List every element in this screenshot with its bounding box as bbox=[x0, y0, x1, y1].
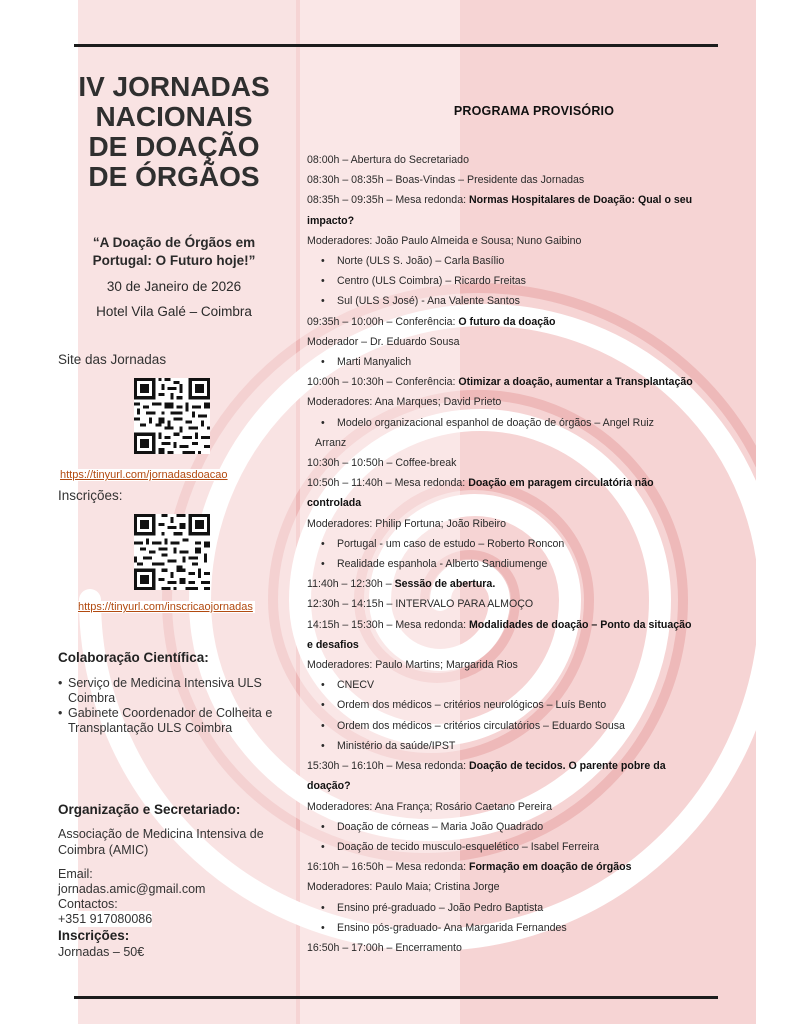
programme-text: Marti Manyalich bbox=[337, 356, 412, 369]
programme-text: Moderadores: Philip Fortuna; João Ribeiro bbox=[307, 517, 507, 530]
programme-row bbox=[307, 392, 731, 412]
programme-row bbox=[307, 473, 731, 493]
programme-bold-text: controlada bbox=[307, 497, 362, 510]
registrations-heading: Inscrições: bbox=[58, 928, 130, 943]
programme-text: Portugal - um caso de estudo – Roberto Roncon bbox=[337, 537, 565, 550]
programme-text: 10:50h – 11:40h – Mesa redonda: bbox=[307, 477, 469, 490]
programme-bullet-item bbox=[307, 251, 731, 271]
programme-bold-text: Modalidades de doação – Ponto da situação bbox=[468, 618, 692, 631]
programme-text: Modelo organizacional espanhol de doação de órgãos – Angel Ruiz bbox=[337, 416, 654, 429]
programme-bold-text: Doação de tecidos. O parente pobre da bbox=[468, 760, 666, 773]
programme-row bbox=[307, 574, 731, 594]
programme-row bbox=[307, 231, 731, 251]
programme-bullet-item bbox=[307, 534, 731, 554]
event-title bbox=[58, 72, 290, 192]
programme-row bbox=[307, 857, 731, 877]
subtitle-line: Portugal: O Futuro hoje!” bbox=[92, 253, 256, 268]
programme-bullet-item bbox=[307, 817, 731, 837]
programme-bold-text: Doação em paragem circulatória não bbox=[468, 477, 654, 490]
qr-code-site[interactable] bbox=[134, 378, 210, 454]
programme-row bbox=[307, 877, 731, 897]
programme-text: Arranz bbox=[315, 436, 347, 449]
programme-row bbox=[307, 190, 731, 210]
top-rule bbox=[74, 44, 718, 47]
programme-text: Ensino pré-graduado – João Pedro Baptista bbox=[337, 901, 544, 914]
programme-text: Realidade espanhola - Alberto Sandiumenge bbox=[337, 558, 548, 571]
list-item: • Serviço de Medicina Intensiva ULS Coimbra bbox=[58, 676, 294, 706]
programme-row bbox=[307, 655, 731, 675]
registrations-fee: Jornadas – 50€ bbox=[58, 945, 145, 959]
programme-text: 12:30h – 14:15h – INTERVALO PARA ALMOÇO bbox=[307, 598, 534, 611]
programme-bullet-item bbox=[307, 352, 731, 372]
title-line: NACIONAIS bbox=[95, 101, 253, 132]
programme-text: 11:40h – 12:30h – bbox=[307, 578, 395, 591]
programme-row bbox=[307, 453, 731, 473]
programme-text: 16:10h – 16:50h – Mesa redonda: bbox=[307, 861, 469, 874]
programme-text: Moderadores: João Paulo Almeida e Sousa; Nuno Gaibino bbox=[307, 234, 582, 247]
programme-bullet-item bbox=[307, 675, 731, 695]
programme-text: Moderadores: Paulo Martins; Margarida Rios bbox=[307, 659, 518, 672]
phone-number[interactable]: +351 917080086 bbox=[58, 912, 153, 926]
programme-text: Ordem dos médicos – critérios neurológicos – Luís Bento bbox=[337, 699, 607, 712]
programme-text: 08:30h – 08:35h – Boas-Vindas – Presidente das Jornadas bbox=[307, 174, 585, 187]
programme-bullet-item bbox=[307, 554, 731, 574]
programme-text: Moderadores: Paulo Maia; Cristina Jorge bbox=[307, 881, 500, 894]
programme-text: 16:50h – 17:00h – Encerramento bbox=[307, 941, 462, 954]
programme-row bbox=[307, 776, 731, 796]
programme-list bbox=[307, 150, 731, 958]
organization-name bbox=[58, 826, 264, 858]
site-label: Site das Jornadas bbox=[58, 352, 167, 367]
programme-row bbox=[307, 433, 731, 453]
programme-text: Ensino pós-graduado- Ana Margarida Fernandes bbox=[337, 921, 567, 934]
programme-bold-text: doação? bbox=[307, 780, 351, 793]
programme-bullet-item bbox=[307, 271, 731, 291]
title-line: DE DOAÇÃO bbox=[88, 131, 260, 162]
programme-text: 10:00h – 10:30h – Conferência: bbox=[307, 376, 459, 389]
programme-title: PROGRAMA PROVISÓRIO bbox=[453, 104, 615, 118]
programme-bold-text: e desafios bbox=[307, 638, 359, 651]
programme-row bbox=[307, 372, 731, 392]
programme-row bbox=[307, 332, 731, 352]
organization-name-line: Associação de Medicina Intensiva de bbox=[58, 827, 264, 841]
programme-bullet-item bbox=[307, 695, 731, 715]
event-subtitle bbox=[58, 234, 290, 270]
list-item: • Gabinete Coordenador de Colheita e Transplantação ULS Coimbra bbox=[58, 706, 294, 736]
programme-row bbox=[307, 635, 731, 655]
title-line: IV JORNADAS bbox=[78, 71, 270, 102]
title-line: DE ÓRGÃOS bbox=[88, 161, 260, 192]
programme-bold-text: Sessão de abertura. bbox=[394, 578, 496, 591]
programme-bullet-item bbox=[307, 736, 731, 756]
email-address[interactable]: jornadas.amic@gmail.com bbox=[58, 882, 206, 896]
programme-text: Sul (ULS S José) - Ana Valente Santos bbox=[337, 295, 520, 308]
programme-bold-text: Otimizar a doação, aumentar a Transplantação bbox=[458, 376, 693, 389]
programme-text: Moderadores: Ana França; Rosário Caetano Pereira bbox=[307, 800, 552, 813]
programme-bullet-item bbox=[307, 918, 731, 938]
programme-text: CNECV bbox=[337, 679, 375, 692]
programme-text: Moderador – Dr. Eduardo Sousa bbox=[307, 335, 460, 348]
collaboration-heading: Colaboração Científica: bbox=[58, 650, 209, 665]
programme-text: Norte (ULS S. João) – Carla Basílio bbox=[337, 255, 505, 268]
programme-bold-text: O futuro da doação bbox=[458, 315, 556, 328]
programme-row bbox=[307, 170, 731, 190]
programme-text: 08:00h – Abertura do Secretariado bbox=[307, 154, 469, 166]
programme-text: 14:15h – 15:30h – Mesa redonda: bbox=[307, 618, 469, 631]
programme-text: Doação de córneas – Maria João Quadrado bbox=[337, 820, 544, 833]
organization-heading: Organização e Secretariado: bbox=[58, 802, 241, 817]
programme-bold-text: impacto? bbox=[307, 214, 355, 227]
programme-row bbox=[307, 493, 731, 513]
programme-row bbox=[307, 150, 731, 170]
event-venue: Hotel Vila Galé – Coimbra bbox=[96, 304, 252, 319]
programme-row bbox=[307, 211, 731, 231]
bottom-rule bbox=[74, 996, 718, 999]
registration-label: Inscrições: bbox=[58, 488, 123, 503]
organization-name-line: Coimbra (AMIC) bbox=[58, 843, 149, 857]
programme-row bbox=[307, 514, 731, 534]
programme-row bbox=[307, 615, 731, 635]
programme-row bbox=[307, 938, 731, 958]
programme-text: Ministério da saúde/IPST bbox=[337, 739, 456, 752]
registration-link[interactable]: https://tinyurl.com/inscricaojornadas bbox=[78, 601, 253, 613]
programme-text: 08:35h – 09:35h – Mesa redonda: bbox=[307, 194, 469, 207]
programme-text: Ordem dos médicos – critérios circulatórios – Eduardo Sousa bbox=[337, 719, 625, 732]
subtitle-line: “A Doação de Órgãos em bbox=[92, 235, 256, 250]
collaboration-list bbox=[58, 676, 294, 736]
programme-row bbox=[307, 312, 731, 332]
event-date: 30 de Janeiro de 2026 bbox=[106, 279, 242, 294]
programme-bullet-item bbox=[307, 898, 731, 918]
programme-bullet-item bbox=[307, 291, 731, 311]
programme-text: 09:35h – 10:00h – Conferência: bbox=[307, 315, 459, 328]
programme-row bbox=[307, 594, 731, 614]
programme-row bbox=[307, 756, 731, 776]
programme-text: Doação de tecido musculo-esquelético – Isabel Ferreira bbox=[337, 840, 600, 853]
programme-row bbox=[307, 797, 731, 817]
programme-bold-text: Normas Hospitalares de Doação: Qual o seu bbox=[468, 194, 693, 207]
programme-text: 10:30h – 10:50h – Coffee-break bbox=[307, 457, 457, 470]
email-label: Email: bbox=[58, 867, 93, 881]
programme-bullet-item bbox=[307, 837, 731, 857]
programme-text: Moderadores: Ana Marques; David Prieto bbox=[307, 396, 502, 409]
contacts-label: Contactos: bbox=[58, 897, 118, 911]
programme-bold-text: Formação em doação de órgãos bbox=[468, 861, 632, 874]
programme-text: 15:30h – 16:10h – Mesa redonda: bbox=[307, 760, 469, 773]
programme-bullet-item bbox=[307, 716, 731, 736]
qr-code-registration[interactable] bbox=[134, 514, 210, 590]
programme-text: Centro (ULS Coimbra) – Ricardo Freitas bbox=[337, 275, 526, 288]
programme-bullet-item bbox=[307, 413, 731, 433]
site-link[interactable]: https://tinyurl.com/jornadasdoacao bbox=[60, 469, 228, 481]
